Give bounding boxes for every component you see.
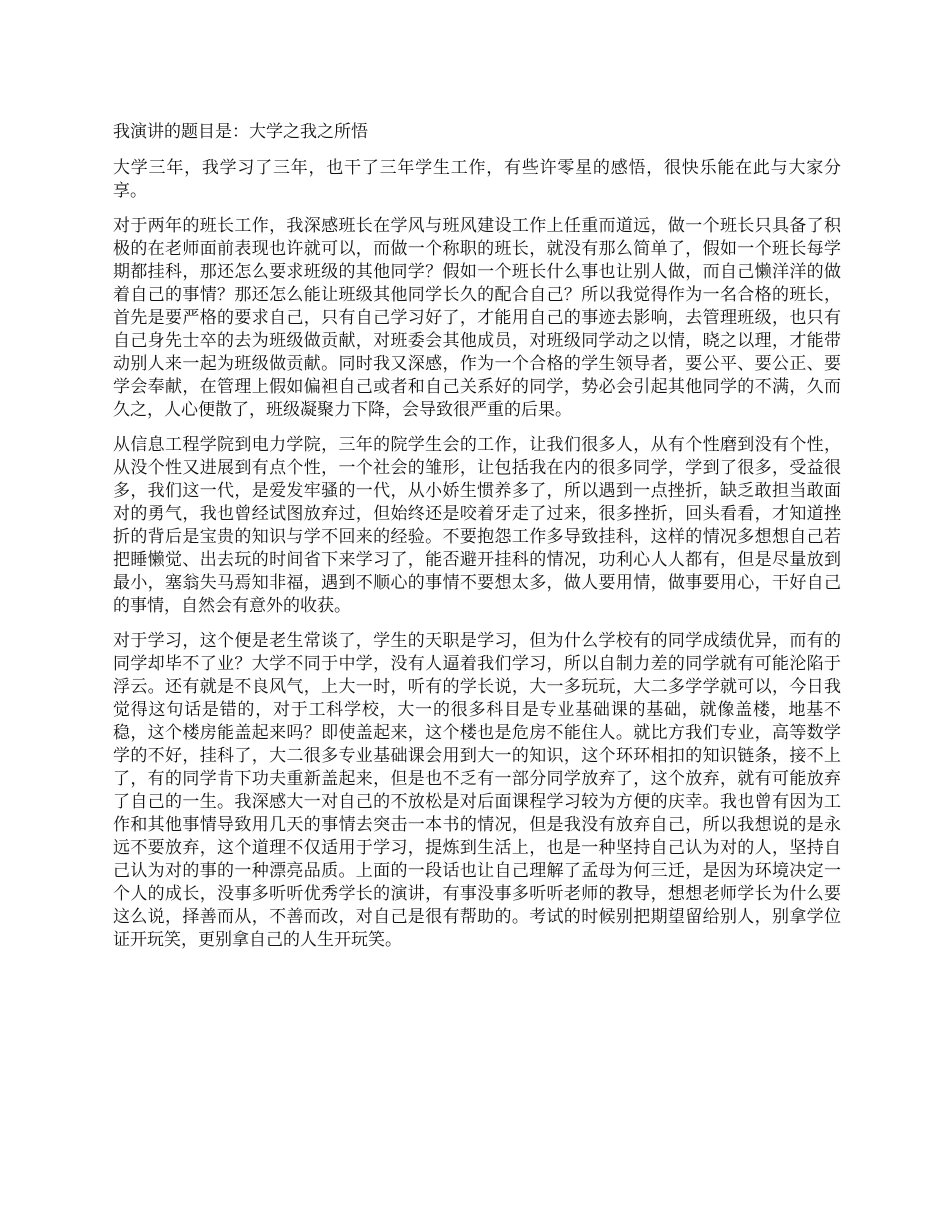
paragraph-student-union: 从信息工程学院到电力学院，三年的院学生会的工作，让我们很多人，从有个性磨到没有个性，从没个性又进展到有点个性，一个社会的雏形，让包括我在内的很多同学，学到了很多，受益很多，我们这一代，是爱发牢骚的一代，从小娇生惯养多了，所以遇到一点挫折，缺乏敢担当敢面对的勇气，我也曾经试图放弃过，但始终还是咬着牙走了过来，很多挫折，回头看看，才知道挫折的背后是宝贵的知识与学不回来的经验。不要抱怨工作多导致挂科，这样的情况多想想自己若把睡懒觉、出去玩的时间省下来学习了，能否避开挂科的情况，功利心人人都有，但是尽量放到最小，塞翁失马焉知非福，遇到不顺心的事情不要想太多，做人要用情，做事要用心，干好自己的事情，自然会有意外的收获。 <box>113 435 841 616</box>
paragraph-intro: 大学三年，我学习了三年，也干了三年学生工作，有些许零星的感悟，很快乐能在此与大家分享。 <box>113 158 841 201</box>
document-page <box>113 121 841 964</box>
paragraph-study: 对于学习，这个便是老生常谈了，学生的天职是学习，但为什么学校有的同学成绩优异，而有的同学却毕不了业？大学不同于中学，没有人逼着我们学习，所以自制力差的同学就有可能沦陷于浮云。还有就是不良风气，上大一时，听有的学长说，大一多玩玩，大二多学学就可以，今日我觉得这句话是错的，对于工科学校，大一的很多科目是专业基础课的基础，就像盖楼，地基不稳，这个楼房能盖起来吗？即使盖起来，这个楼也是危房不能住人。就比方我们专业，高等数学学的不好，挂科了，大二很多专业基础课会用到大一的知识，这个环环相扣的知识链条，接不上了，有的同学肯下功夫重新盖起来，但是也不乏有一部分同学放弃了，这个放弃，就有可能放弃了自己的一生。我深感大一对自己的不放松是对后面课程学习较为方便的庆幸。我也曾有因为工作和其他事情导致用几天的事情去突击一本书的情况，但是我没有放弃自己，所以我想说的是永远不要放弃，这个道理不仅适用于学习，提炼到生活上，也是一种坚持自己认为对的人，坚持自己认为对的事的一种漂亮品质。上面的一段话也让自己理解了孟母为何三迁，是因为环境决定一个人的成长，没事多听听优秀学长的演讲，有事没事多听听老师的教导，想想老师学长为什么要这么说，择善而从，不善而改，对自己是很有帮助的。考试的时候别把期望留给别人，别拿学位证开玩笑，更别拿自己的人生开玩笑。 <box>113 631 841 950</box>
speech-title: 我演讲的题目是：大学之我之所悟 <box>113 122 368 142</box>
paragraph-class-monitor: 对于两年的班长工作，我深感班长在学风与班风建设工作上任重而道远，做一个班长只具备了积极的在老师面前表现也许就可以，而做一个称职的班长，就没有那么简单了，假如一个班长每学期都挂科，那还怎么要求班级的其他同学？假如一个班长什么事也让别人做，而自己懒洋洋的做着自己的事情？那还怎么能让班级其他同学长久的配合自己？所以我觉得作为一名合格的班长，首先是要严格的要求自己，只有自己学习好了，才能用自己的事迹去影响，去管理班级，也只有自己身先士卒的去为班级做贡献，对班委会其他成员，对班级同学动之以情，晓之以理，才能带动别人来一起为班级做贡献。同时我又深感，作为一个合格的学生领导者，要公平、要公正、要学会奉献，在管理上假如偏袒自己或者和自己关系好的同学，势必会引起其他同学的不满，久而久之，人心便散了，班级凝聚力下降，会导致很严重的后果。 <box>113 216 841 420</box>
